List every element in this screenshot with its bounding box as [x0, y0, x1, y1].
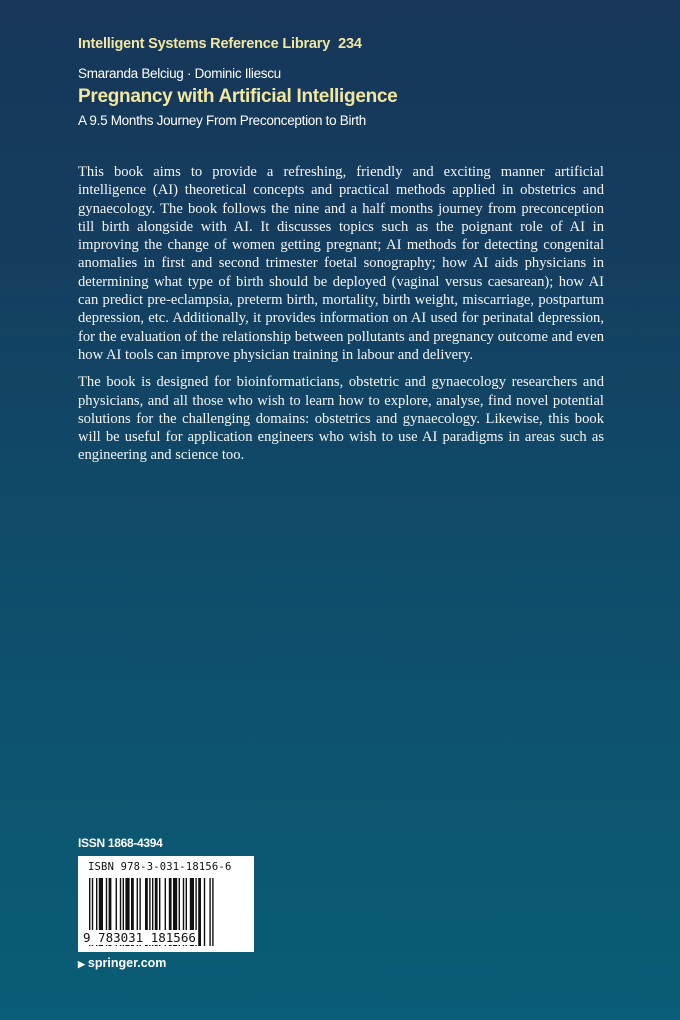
book-subtitle: A 9.5 Months Journey From Preconception to Birth — [78, 113, 366, 128]
springer-link[interactable] — [78, 956, 166, 970]
issn: ISSN 1868-4394 — [78, 836, 163, 850]
series-number: 234 — [338, 36, 362, 52]
barcode-bar — [198, 878, 201, 946]
isbn-text: ISBN 978-3-031-18156-6 — [88, 861, 232, 873]
blurb — [78, 163, 604, 474]
barcode-digits — [82, 930, 197, 945]
barcode-bar — [209, 878, 210, 946]
arrow-right-icon: ▶ — [78, 959, 85, 969]
blurb-paragraph: This book aims to provide a refreshing, friendly and exciting manner artificial intelligence (AI) theoretical concepts and practical methods applied in obstetrics and gynaecology. The book follows the nine and a half months journey from preconception till birth alongside with AI. It discusses topics such as the poignant role of AI in improving the change of women getting pregnant; AI methods for detecting congenital anomalies in first and second trimester foetal sonography; how AI aids physicians in determining what type of birth should be deployed (vaginal versus caesarean); how AI can predict pre-eclampsia, preterm birth, mortality, birth weight, miscarriage, postpartum depression, etc. Additionally, it provides information on AI used for perinatal depression, for the evaluation of the relationship between pollutants and pregnancy outcome and even how AI tools can improve physician training in labour and delivery. — [78, 164, 604, 363]
barcode-digits-text: 9 783031 181566 — [83, 930, 196, 945]
isbn-barcode — [78, 856, 254, 952]
springer-link-text: springer.com — [87, 956, 167, 970]
series-line — [78, 36, 362, 52]
book-title: Pregnancy with Artificial Intelligence — [78, 86, 398, 107]
barcode-bar — [204, 878, 205, 946]
authors: Smaranda Belciug · Dominic Iliescu — [78, 66, 281, 81]
barcode-bar — [212, 878, 213, 946]
blurb-paragraph: The book is designed for bioinformaticians, obstetric and gynaecology researchers and physicians, and all those who wish to learn how to explore, analyse, find novel potential solutions for the challenging domains: obstetrics and gynaecology. Likewise, this book will be useful for application engineers who wish to use AI paradigms in areas such as engineering and science too. — [78, 374, 604, 464]
series-name: Intelligent Systems Reference Library — [78, 36, 331, 52]
